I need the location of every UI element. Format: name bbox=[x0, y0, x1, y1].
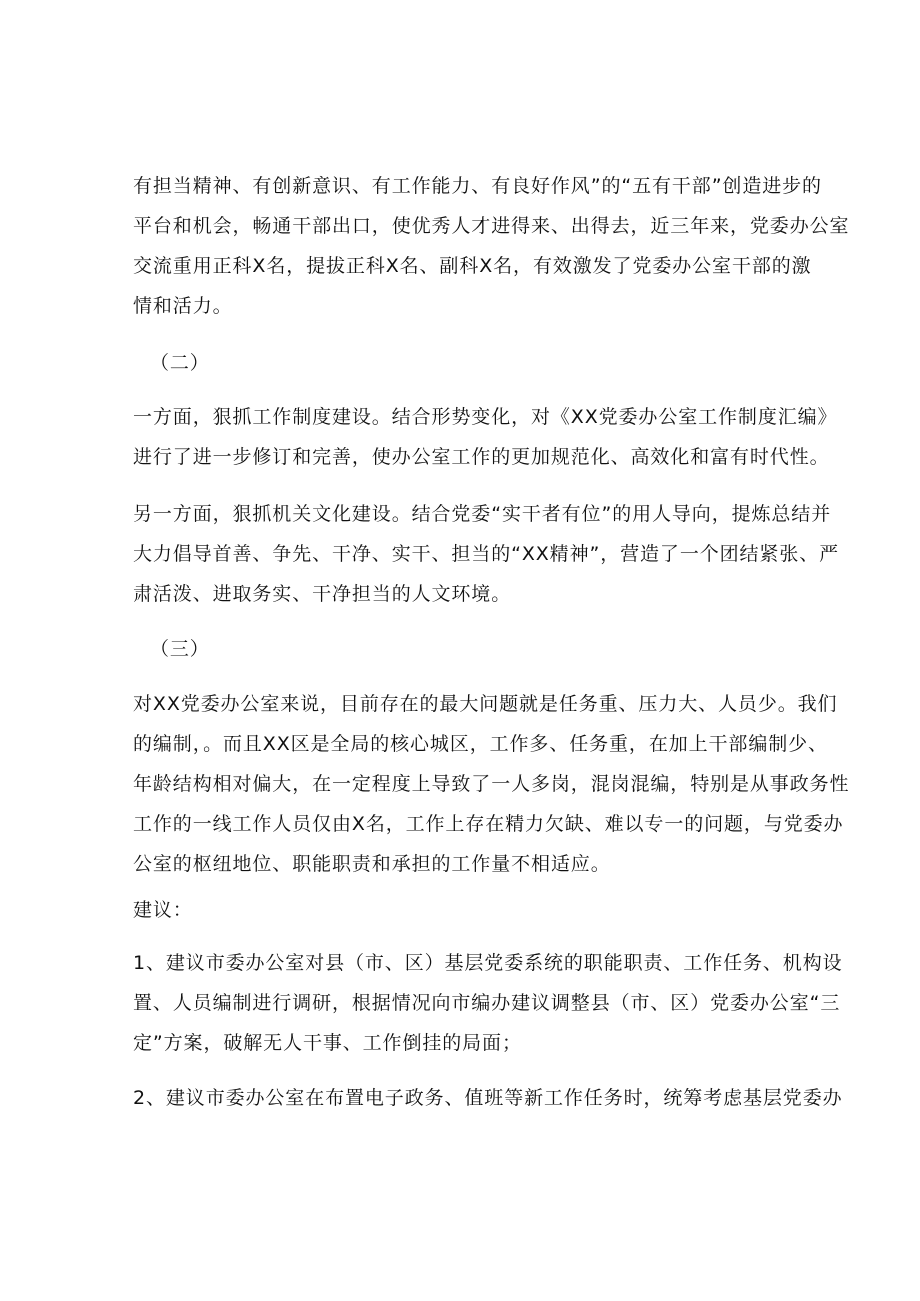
suggestions-label: 建议： bbox=[133, 899, 193, 921]
paragraph-1-line-1: 有担当精神、有创新意识、有工作能力、有良好作风”的“五有干部”创造进步的 bbox=[133, 175, 822, 197]
paragraph-3-line-3: 肃活泼、进取务实、干净担当的人文环境。 bbox=[133, 583, 512, 605]
paragraph-1-line-4: 情和活力。 bbox=[133, 295, 233, 317]
paragraph-1-line-2: 平台和机会，畅通干部出口，使优秀人才进得来、出得去，近三年来，党委办公室 bbox=[133, 215, 850, 237]
paragraph-2-line-1: 一方面，狠抓工作制度建设。结合形势变化，对《XX党委办公室工作制度汇编》 bbox=[133, 406, 838, 428]
paragraph-4-line-1: 对XX党委办公室来说，目前存在的最大问题就是任务重、压力大、人员少。我们 bbox=[133, 693, 838, 715]
paragraph-4-line-4: 工作的一线工作人员仅由X名，工作上存在精力欠缺、难以专一的问题，与党委办 bbox=[133, 813, 844, 835]
suggestion-1-line-3: 定”方案，破解无人干事、工作倒挂的局面； bbox=[133, 1032, 522, 1054]
section-heading-3: （三） bbox=[150, 638, 210, 660]
paragraph-1-line-3: 交流重用正科X名，提拔正科X名、副科X名，有效激发了党委办公室干部的激 bbox=[133, 255, 812, 277]
paragraph-4-line-2: 的编制，。而且XX区是全局的核心城区，工作多、任务重，在加上干部编制少、 bbox=[133, 733, 828, 755]
section-heading-2: （二） bbox=[150, 352, 210, 374]
suggestion-2-line-1: 2、建议市委办公室在布置电子政务、值班等新工作任务时，统筹考虑基层党委办 bbox=[133, 1087, 843, 1109]
paragraph-4-line-5: 公室的枢纽地位、职能职责和承担的工作量不相适应。 bbox=[133, 853, 611, 875]
paragraph-3-line-2: 大力倡导首善、争先、干净、实干、担当的“XX精神”，营造了一个团结紧张、严 bbox=[133, 543, 840, 565]
suggestion-1-line-2: 置、人员编制进行调研，根据情况向市编办建议调整县（市、区）党委办公室“三 bbox=[133, 992, 841, 1014]
paragraph-3-line-1: 另一方面，狠抓机关文化建设。结合党委“实干者有位”的用人导向，提炼总结并 bbox=[133, 503, 832, 525]
suggestion-1-line-1: 1、建议市委办公室对县（市、区）基层党委系统的职能职责、工作任务、机构设 bbox=[133, 952, 843, 974]
paragraph-2-line-2: 进行了进一步修订和完善，使办公室工作的更加规范化、高效化和富有时代性。 bbox=[133, 446, 830, 468]
paragraph-4-line-3: 年龄结构相对偏大，在一定程度上导致了一人多岗，混岗混编，特别是从事政务性 bbox=[133, 773, 850, 795]
